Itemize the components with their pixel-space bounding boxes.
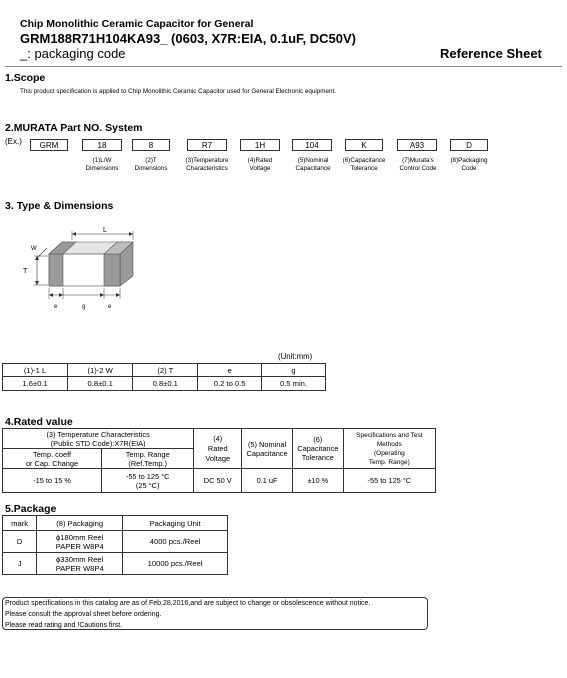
pkg-mark: D [3, 531, 37, 553]
packaging-code-note: _: packaging code [20, 46, 126, 61]
part-code-control: A93 [397, 139, 437, 151]
part-code-capacitance: 104 [292, 139, 332, 151]
dim-value-w: 0.8±0.1 [68, 377, 133, 391]
label-l: L [103, 227, 107, 234]
part-code-tolerance: K [345, 139, 383, 151]
part-number-title: GRM188R71H104KA93_ (0603, X7R:EIA, 0.1uF, DC50V) [20, 31, 356, 46]
caption-packaging: (8)Packaging Code [450, 157, 488, 172]
pkg-header-mark: mark [3, 516, 37, 531]
notice-line: Please consult the approval sheet before ordering. [5, 611, 162, 618]
notice-line: Please read rating and !Cautions first. [5, 622, 123, 629]
dim-header-t: (2) T [133, 364, 198, 377]
notice-box [2, 597, 428, 630]
package-row [3, 531, 228, 553]
part-code-series: GRM [30, 139, 68, 151]
rated-heading: 4.Rated value [5, 416, 73, 428]
notice-line: Product specifications in this catalog are as of Feb.28,2016,and are subject to change or obsolescence without notice. [5, 600, 371, 607]
scope-heading: 1.Scope [5, 72, 46, 84]
temp-range-value: -55 to 125 °C (25 °C) [102, 469, 194, 493]
dim-value-t: 0.8±0.1 [133, 377, 198, 391]
dim-header-l: (1)-1 L [3, 364, 68, 377]
cap-tolerance-value: ±10 % [292, 469, 343, 493]
pkg-header-packaging: (8) Packaging [37, 516, 123, 531]
dim-value-l: 1.6±0.1 [3, 377, 68, 391]
part-code-temp: R7 [187, 139, 227, 151]
rated-table [2, 428, 436, 493]
caption-capacitance: (5)Nominal Capacitance [295, 157, 331, 172]
package-header-row [3, 516, 228, 531]
dimensions-header-row [3, 364, 326, 377]
caption-t: (2)T Dimensions [134, 157, 168, 172]
part-code-packaging: D [450, 139, 488, 151]
caption-control: (7)Murata's Control Code [399, 157, 437, 172]
package-heading: 5.Package [5, 503, 57, 515]
temp-coeff-header: Temp. coeff or Cap. Change [3, 449, 102, 469]
header-divider [5, 66, 562, 67]
pkg-packaging: ϕ330mm Reel PAPER W8P4 [37, 553, 123, 575]
cap-tolerance-header: (6) Capacitance Tolerance [292, 429, 343, 469]
label-t: T [23, 268, 28, 275]
dim-header-g: g [261, 364, 325, 377]
dimensions-table [2, 363, 326, 391]
caption-temp: (3)Temperature Characteristics [185, 157, 229, 172]
temp-coeff-value: -15 to 15 % [3, 469, 102, 493]
dim-value-e: 0.2 to 0.5 [198, 377, 262, 391]
part-code-voltage: 1H [240, 139, 280, 151]
package-row [3, 553, 228, 575]
pkg-mark: J [3, 553, 37, 575]
label-e2: e [108, 304, 112, 310]
label-g: g [82, 304, 86, 310]
part-code-t: 8 [132, 139, 170, 151]
caption-voltage: (4)Rated Voltage [247, 157, 273, 172]
part-code-lw: 18 [82, 139, 122, 151]
pkg-unit: 10000 pcs./Reel [123, 553, 228, 575]
nominal-cap-header: (5) Nominal Capacitance [242, 429, 293, 469]
doc-title: Chip Monolithic Ceramic Capacitor for General [20, 18, 254, 30]
label-w: W [31, 246, 37, 252]
example-label: (Ex.) [5, 137, 22, 146]
spec-methods-header: Specifications and Test Methods (Operating Temp. Range) [343, 429, 435, 469]
rated-voltage-value: DC 50 V [194, 469, 242, 493]
pkg-header-unit: Packaging Unit [123, 516, 228, 531]
nominal-cap-value: 0.1 uF [242, 469, 293, 493]
part-system-heading: 2.MURATA Part NO. System [5, 122, 143, 134]
dim-header-e: e [198, 364, 262, 377]
temp-char-header: (3) Temperature Characteristics (Public STD Code):X7R(EIA) [3, 429, 194, 449]
label-e: e [54, 304, 58, 310]
dim-value-g: 0.5 min. [261, 377, 325, 391]
rated-value-row [3, 469, 436, 493]
pkg-unit: 4000 pcs./Reel [123, 531, 228, 553]
pkg-packaging: ϕ180mm Reel PAPER W8P4 [37, 531, 123, 553]
dimensions-value-row [3, 377, 326, 391]
reference-sheet-label: Reference Sheet [440, 46, 542, 61]
package-table [2, 515, 228, 575]
scope-text: This product specification is applied to Chip Monolithic Ceramic Capacitor used for General Electronic equipment. [20, 88, 337, 95]
unit-label: (Unit:mm) [278, 352, 313, 361]
dim-header-w: (1)-2 W [68, 364, 133, 377]
capacitor-drawing [15, 222, 145, 312]
rated-voltage-header: (4) Rated Voltage [194, 429, 242, 469]
dimensions-heading: 3. Type & Dimensions [5, 200, 114, 212]
caption-lw: (1)L/W Dimensions [85, 157, 119, 172]
spec-methods-value: -55 to 125 °C [343, 469, 435, 493]
temp-range-header: Temp. Range (Ref.Temp.) [102, 449, 194, 469]
caption-tolerance: (6)Capacitance Tolerance [342, 157, 386, 172]
